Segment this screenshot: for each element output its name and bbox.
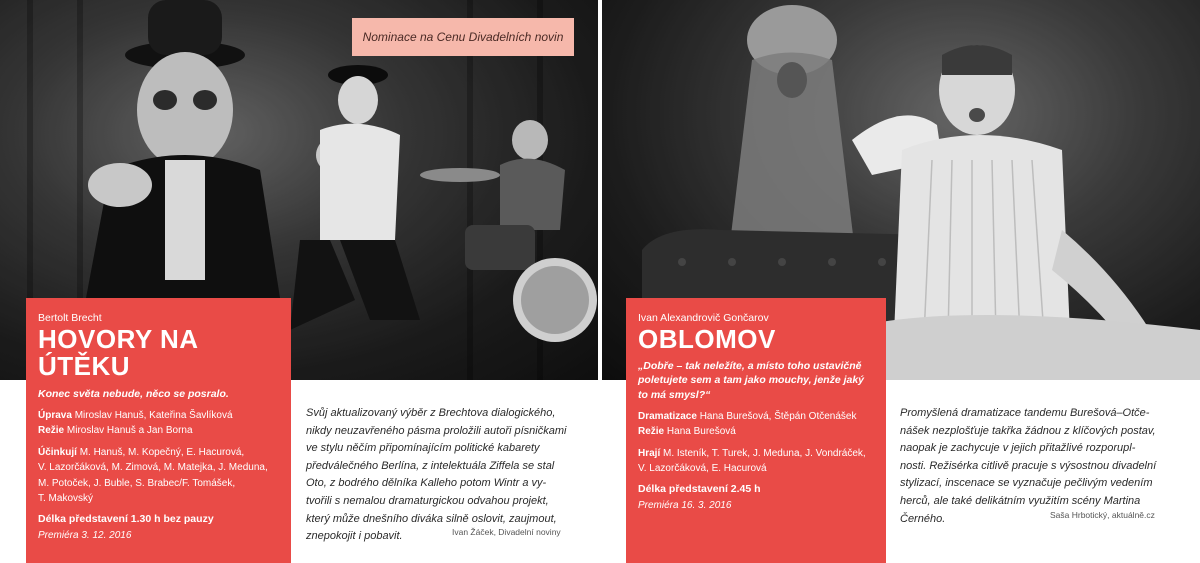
credit-director: Režie Hana Burešová	[638, 426, 736, 438]
credit-dramatization: Dramatizace Hana Burešová, Štěpán Otčenášek	[638, 410, 857, 422]
play-info-panel-hovory	[26, 298, 291, 563]
cast-list: Hrají M. Isteník, T. Turek, J. Meduna, J. Vondráček, V. Lazorčáková, E. Hacurová	[638, 447, 866, 475]
play-title: OBLOMOV	[638, 324, 776, 354]
duration: Délka představení 2.45 h	[638, 482, 761, 495]
play-tagline: Konec světa nebude, něco se posralo.	[38, 387, 229, 400]
credit-adaptation: Úprava Miroslav Hanuš, Kateřina Šavlíková	[38, 409, 233, 421]
premiere-date: Premiéra 16. 3. 2016	[638, 499, 732, 511]
premiere-date: Premiéra 3. 12. 2016	[38, 529, 132, 541]
play-info-panel-oblomov	[626, 298, 886, 563]
credit-director: Režie Miroslav Hanuš a Jan Borna	[38, 425, 193, 437]
author-name: Ivan Alexandrovič Gončarov	[638, 312, 769, 324]
review-text-hovory: Svůj aktualizovaný výběr z Brechtova dialogického, nikdy neuzavřeného pásma proložili autoři písničkami ve stylu něčím připomínajícím politické kabarety předválečného Berlína, z intelektuála Ziffela se stal Oto, z bodrého dělníka Kalleho potom Wintr a vy- tvořili s nemalou dramaturgickou odvahou projekt, který může dnešního diváka silně oslovit, zaujmout, znepokojit i pobavit.	[306, 407, 567, 543]
duration: Délka představení 1.30 h bez pauzy	[38, 512, 214, 525]
cast-list: Účinkují M. Hanuš, M. Kopečný, E. Hacurová, V. Lazorčáková, M. Zimová, M. Matejka, J. Meduna, M. Potoček, J. Buble, S. Brabec/F. Tomášek, T. Makovský	[38, 446, 268, 505]
review-text-oblomov: Promyšlená dramatizace tandemu Burešová–Otče- nášek nezplošťuje takřka žádnou z klíčových postav, naopak je zachycuje v jejich přitažlivé rozporupl- nosti. Režisérka citlivě pracuje s výsostnou divadelní stylizací, inscenace se vyznačuje pečlivým vedením herců, ale také delikátním využitím scény Martina Černého.	[900, 407, 1157, 525]
review-signature: Ivan Žáček, Divadelní noviny	[452, 527, 561, 537]
play-title: HOVORY NA ÚTĚKU	[38, 324, 198, 382]
play-tagline: „Dobře – tak neležíte, a místo toho ustavičně poletujete sem a tam jako mouchy, jenže jaký to má smysl?“	[638, 360, 865, 401]
author-name: Bertolt Brecht	[38, 312, 102, 324]
review-signature: Saša Hrbotický, aktuálně.cz	[1050, 510, 1155, 520]
nomination-badge: Nominace na Cenu Divadelních novin	[352, 18, 574, 56]
